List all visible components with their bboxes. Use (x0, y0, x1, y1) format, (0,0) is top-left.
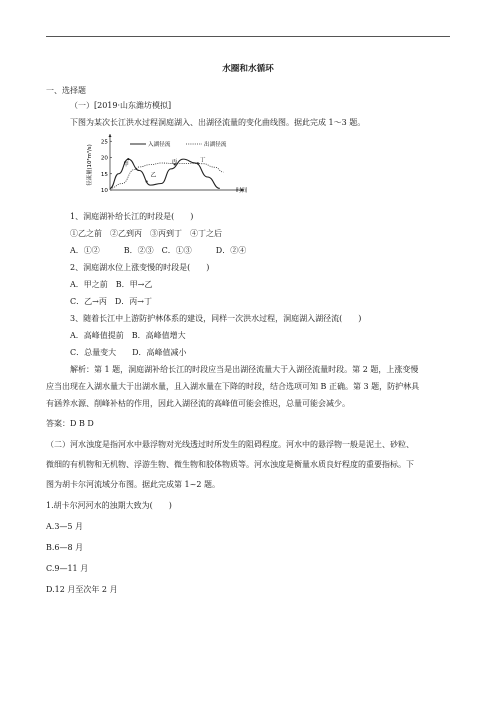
runoff-chart (84, 132, 260, 198)
point-marker (197, 162, 199, 164)
q1-options: A．①② B．②③ C．①③ D．②④ (70, 246, 247, 255)
y-axis-arrow (109, 134, 112, 137)
y-tick-label: 25 (100, 139, 108, 146)
question-intro: 下图为某次长江洪水过程洞庭湖入、出湖径流量的变化曲线图。据此完成 1～3 题。 (70, 118, 366, 127)
q3-options-cd: C．总量变大 D．高峰值减小 (70, 348, 187, 357)
point-marker (146, 180, 148, 182)
point-label: 丙 (171, 159, 178, 166)
header-rule (46, 36, 450, 37)
point-label: 甲 (123, 162, 129, 169)
q2-options-cd: C．乙→丙 D．丙→丁 (70, 297, 152, 306)
point-marker (127, 158, 129, 160)
part2-q1-stem: 1.胡卡尔河河水的浊期大致为( ) (46, 501, 172, 510)
analysis-line: 应当出现在入湖水量大于出湖水量，且入湖水量在下降的时段，结合选项可知 B 正确。第 3 题，防护林具 (46, 382, 420, 391)
chart-xlabel: 时间 (236, 188, 248, 194)
legend-inflow-label: 入湖径流 (148, 142, 171, 148)
point-label: 丁 (199, 157, 206, 164)
part2-intro-line: 图为胡卡尔河流域分布图。据此完成第 1~2 题。 (46, 480, 220, 489)
analysis-line: 解析：第 1 题，洞庭湖补给长江的时段应当是出湖径流量大于入湖径流量时段。第 2 题，上涨变慢 (70, 365, 419, 374)
chart-ylabel: 径流量(10³m³/s) (87, 144, 93, 186)
q2-stem: 2、洞庭湖水位上涨变慢的时段是( ) (70, 263, 210, 272)
point-label: 乙 (150, 172, 157, 179)
y-tick-label: 10 (100, 188, 108, 194)
y-tick-label: 20 (100, 155, 108, 162)
part2-intro-line: （二）河水浊度是指河水中悬浮物对光线透过时所发生的阻碍程度。河水中的悬浮物一般是泥土、砂粒、 (46, 440, 414, 449)
legend-outflow-label: 出湖径流 (204, 142, 227, 148)
q1-stem: 1、洞庭湖补给长江的时段是( ) (70, 212, 194, 221)
option-b: B.6—8 月 (46, 543, 84, 552)
option-a: A.3—5 月 (46, 522, 84, 531)
section-heading: 一、选择题 (46, 86, 86, 95)
page-title: 水圈和水循环 (222, 64, 274, 74)
question-source: （一）[2019·山东潍坊模拟] (70, 101, 172, 110)
option-d: D.12 月至次年 2 月 (46, 585, 118, 594)
q2-options-ab: A．甲之前 B．甲→乙 (70, 280, 153, 289)
option-c: C.9—11 月 (46, 564, 89, 573)
q1-items: ①乙之前 ②乙到丙 ③丙到丁 ④丁之后 (70, 229, 222, 238)
part2-intro-line: 微细的有机物和无机物、浮游生物、微生物和胶体物质等。河水浊度是衡量水质良好程度的重要指标。下 (46, 460, 414, 469)
analysis-line: 有涵养水源、削峰补枯的作用，因此入湖径流的高峰值可能会推迟，总量可能会减少。 (46, 399, 350, 408)
y-tick-label: 15 (100, 171, 108, 178)
q3-options-ab: A．高峰值提前 B．高峰值增大 (70, 331, 186, 340)
answer-line: 答案：D B D (46, 419, 94, 428)
q3-stem: 3、随着长江中上游防护林体系的建设，同样一次洪水过程，洞庭湖入湖径流( ) (70, 314, 362, 323)
